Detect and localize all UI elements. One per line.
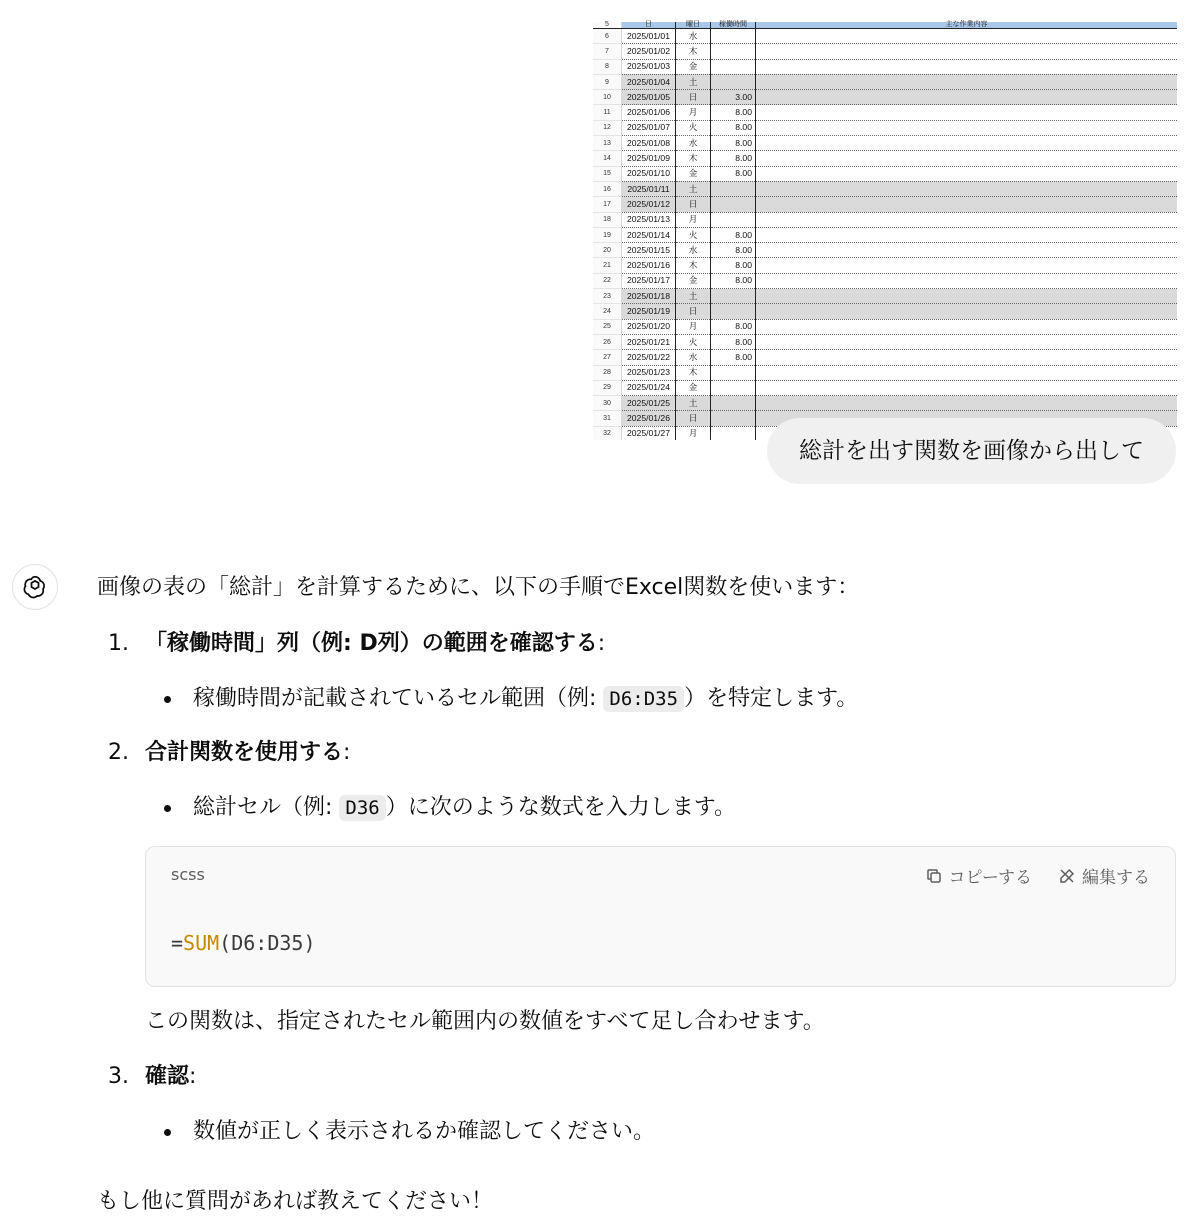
table-row	[593, 227, 1177, 242]
row-number: 25	[593, 319, 622, 334]
hours-cell: 8.00	[711, 227, 756, 242]
weekday-cell: 日	[676, 197, 711, 212]
code-content	[171, 931, 316, 955]
weekday-cell: 月	[676, 426, 711, 440]
code-block	[145, 846, 1176, 987]
hours-cell	[711, 29, 756, 44]
hours-cell: 8.00	[711, 319, 756, 334]
table-row	[593, 212, 1177, 227]
weekday-cell: 木	[676, 258, 711, 273]
weekday-cell: 金	[676, 166, 711, 181]
date-cell: 2025/01/14	[622, 227, 676, 242]
table-row	[593, 197, 1177, 212]
header-hours: 稼働時間	[711, 22, 756, 29]
date-cell: 2025/01/27	[622, 426, 676, 440]
weekday-cell: 土	[676, 289, 711, 304]
weekday-cell: 水	[676, 136, 711, 151]
header-date: 日	[622, 22, 676, 29]
hours-cell	[711, 289, 756, 304]
row-number: 16	[593, 181, 622, 196]
row-number: 11	[593, 105, 622, 120]
assistant-avatar	[12, 564, 58, 610]
step-3-colon: :	[189, 1064, 197, 1089]
work-cell	[756, 74, 1178, 89]
table-row	[593, 105, 1177, 120]
table-row	[593, 273, 1177, 288]
date-cell: 2025/01/13	[622, 212, 676, 227]
date-cell: 2025/01/26	[622, 411, 676, 426]
date-cell: 2025/01/20	[622, 319, 676, 334]
weekday-cell: 火	[676, 120, 711, 135]
hours-cell	[711, 74, 756, 89]
step-3-title: 確認	[145, 1064, 190, 1089]
row-number: 20	[593, 243, 622, 258]
attached-spreadsheet-image[interactable]	[593, 21, 1177, 438]
date-cell: 2025/01/05	[622, 90, 676, 105]
table-row	[593, 396, 1177, 411]
timesheet-table	[593, 22, 1177, 440]
work-cell	[756, 59, 1178, 74]
work-cell	[756, 289, 1178, 304]
table-row	[593, 44, 1177, 59]
row-number: 14	[593, 151, 622, 166]
row-number: 29	[593, 380, 622, 395]
weekday-cell: 火	[676, 334, 711, 349]
date-cell: 2025/01/21	[622, 334, 676, 349]
work-cell	[756, 273, 1178, 288]
hours-cell	[711, 365, 756, 380]
bullet-dot	[164, 696, 171, 703]
weekday-cell: 金	[676, 59, 711, 74]
hours-cell: 8.00	[711, 151, 756, 166]
step-2-bullet-text-end: ）に次のような数式を入力します。	[385, 795, 736, 820]
row-number: 13	[593, 136, 622, 151]
weekday-cell: 日	[676, 411, 711, 426]
hours-cell	[711, 304, 756, 319]
weekday-cell: 木	[676, 365, 711, 380]
row-number: 24	[593, 304, 622, 319]
step-2-explanation: この関数は、指定されたセル範囲内の数値をすべて足し合わせます。	[145, 1009, 825, 1034]
date-cell: 2025/01/11	[622, 181, 676, 196]
weekday-cell: 土	[676, 74, 711, 89]
work-cell	[756, 350, 1178, 365]
table-row	[593, 29, 1177, 44]
date-cell: 2025/01/15	[622, 243, 676, 258]
hours-cell	[711, 197, 756, 212]
weekday-cell: 木	[676, 44, 711, 59]
weekday-cell: 木	[676, 151, 711, 166]
step-1-number: 1.	[108, 631, 129, 656]
work-cell	[756, 181, 1178, 196]
step-1-heading	[145, 628, 605, 660]
row-number: 8	[593, 59, 622, 74]
code-function-name: SUM	[183, 931, 220, 955]
step-3-bullet: 数値が正しく表示されるか確認してください。	[193, 1119, 656, 1144]
date-cell: 2025/01/09	[622, 151, 676, 166]
inline-code-cell: D36	[339, 795, 385, 821]
hours-cell	[711, 44, 756, 59]
step-2-bullet	[193, 792, 736, 824]
bullet-dot	[164, 1129, 171, 1136]
row-number: 9	[593, 74, 622, 89]
weekday-cell: 土	[676, 396, 711, 411]
work-cell	[756, 212, 1178, 227]
table-row	[593, 181, 1177, 196]
step-2-number: 2.	[108, 740, 129, 765]
date-cell: 2025/01/12	[622, 197, 676, 212]
hours-cell: 3.00	[711, 90, 756, 105]
work-cell	[756, 396, 1178, 411]
work-cell	[756, 365, 1178, 380]
weekday-cell: 金	[676, 380, 711, 395]
date-cell: 2025/01/06	[622, 105, 676, 120]
edit-icon	[1058, 867, 1076, 885]
edit-label: 編集する	[1082, 868, 1150, 888]
table-row	[593, 334, 1177, 349]
copy-label: コピーする	[948, 868, 1032, 888]
hours-cell	[711, 396, 756, 411]
row-number: 23	[593, 289, 622, 304]
hours-cell: 8.00	[711, 334, 756, 349]
assistant-closing-text: もし他に質問があれば教えてください！	[97, 1189, 494, 1214]
date-cell: 2025/01/18	[622, 289, 676, 304]
weekday-cell: 火	[676, 227, 711, 242]
edit-code-button[interactable]	[1058, 863, 1150, 888]
hours-cell	[711, 380, 756, 395]
step-1-bullet-text: 稼働時間が記載されているセル範囲（例:	[193, 686, 604, 711]
step-1-colon: :	[597, 631, 606, 656]
row-number: 32	[593, 426, 622, 440]
date-cell: 2025/01/07	[622, 120, 676, 135]
row-number: 17	[593, 197, 622, 212]
row-number: 5	[593, 22, 622, 29]
row-number: 7	[593, 44, 622, 59]
step-2-colon: :	[343, 740, 351, 765]
work-cell	[756, 166, 1178, 181]
hours-cell	[711, 59, 756, 74]
row-number: 12	[593, 120, 622, 135]
row-number: 21	[593, 258, 622, 273]
step-1-title: 「稼働時間」列（例: D列）の範囲を確認する	[145, 631, 598, 656]
row-number: 15	[593, 166, 622, 181]
step-1-bullet	[193, 683, 858, 715]
date-cell: 2025/01/19	[622, 304, 676, 319]
date-cell: 2025/01/01	[622, 29, 676, 44]
step-3-number: 3.	[108, 1064, 129, 1089]
date-cell: 2025/01/23	[622, 365, 676, 380]
hours-cell	[711, 426, 756, 440]
date-cell: 2025/01/02	[622, 44, 676, 59]
date-cell: 2025/01/03	[622, 59, 676, 74]
hours-cell: 8.00	[711, 243, 756, 258]
step-3-heading	[145, 1061, 196, 1093]
weekday-cell: 月	[676, 105, 711, 120]
hours-cell: 8.00	[711, 258, 756, 273]
table-row	[593, 120, 1177, 135]
code-arguments: (D6:D35)	[219, 931, 316, 955]
inline-code-range: D6:D35	[603, 686, 684, 712]
table-row	[593, 59, 1177, 74]
table-row	[593, 166, 1177, 181]
work-cell	[756, 380, 1178, 395]
openai-logo-icon	[21, 573, 49, 601]
work-cell	[756, 319, 1178, 334]
date-cell: 2025/01/04	[622, 74, 676, 89]
code-language-label: scss	[171, 865, 205, 884]
hours-cell	[711, 181, 756, 196]
row-number: 31	[593, 411, 622, 426]
hours-cell: 8.00	[711, 273, 756, 288]
row-number: 6	[593, 29, 622, 44]
hours-cell: 8.00	[711, 350, 756, 365]
weekday-cell: 水	[676, 29, 711, 44]
table-row	[593, 136, 1177, 151]
weekday-cell: 日	[676, 304, 711, 319]
date-cell: 2025/01/22	[622, 350, 676, 365]
hours-cell	[711, 411, 756, 426]
table-row	[593, 319, 1177, 334]
table-row	[593, 350, 1177, 365]
table-row	[593, 289, 1177, 304]
weekday-cell: 月	[676, 319, 711, 334]
date-cell: 2025/01/16	[622, 258, 676, 273]
row-number: 19	[593, 227, 622, 242]
work-cell	[756, 151, 1178, 166]
work-cell	[756, 29, 1178, 44]
table-row	[593, 90, 1177, 105]
step-2-title: 合計関数を使用する	[145, 740, 344, 765]
weekday-cell: 月	[676, 212, 711, 227]
weekday-cell: 日	[676, 90, 711, 105]
table-row	[593, 380, 1177, 395]
date-cell: 2025/01/24	[622, 380, 676, 395]
code-actions	[925, 863, 1150, 888]
work-cell	[756, 105, 1178, 120]
weekday-cell: 水	[676, 350, 711, 365]
copy-icon	[925, 867, 943, 885]
header-weekday: 曜日	[676, 22, 711, 29]
work-cell	[756, 90, 1178, 105]
work-cell	[756, 334, 1178, 349]
table-row	[593, 151, 1177, 166]
user-message-bubble: 総計を出す関数を画像から出して	[767, 418, 1176, 484]
weekday-cell: 土	[676, 181, 711, 196]
work-cell	[756, 304, 1178, 319]
hours-cell: 8.00	[711, 136, 756, 151]
work-cell	[756, 120, 1178, 135]
table-row	[593, 365, 1177, 380]
weekday-cell: 金	[676, 273, 711, 288]
row-number: 10	[593, 90, 622, 105]
table-row	[593, 258, 1177, 273]
table-row	[593, 243, 1177, 258]
date-cell: 2025/01/25	[622, 396, 676, 411]
row-number: 26	[593, 334, 622, 349]
table-row	[593, 304, 1177, 319]
assistant-intro-text: 画像の表の「総計」を計算するために、以下の手順でExcel関数を使います：	[97, 575, 860, 600]
work-cell	[756, 44, 1178, 59]
table-row	[593, 74, 1177, 89]
row-number: 27	[593, 350, 622, 365]
step-2-heading	[145, 737, 350, 769]
hours-cell: 8.00	[711, 166, 756, 181]
date-cell: 2025/01/17	[622, 273, 676, 288]
date-cell: 2025/01/08	[622, 136, 676, 151]
hours-cell: 8.00	[711, 120, 756, 135]
header-work: 主な作業内容	[756, 22, 1178, 29]
row-number: 30	[593, 396, 622, 411]
hours-cell: 8.00	[711, 105, 756, 120]
weekday-cell: 水	[676, 243, 711, 258]
bullet-dot	[164, 805, 171, 812]
row-number: 28	[593, 365, 622, 380]
work-cell	[756, 243, 1178, 258]
hours-cell	[711, 212, 756, 227]
work-cell	[756, 197, 1178, 212]
date-cell: 2025/01/10	[622, 166, 676, 181]
work-cell	[756, 258, 1178, 273]
step-1-bullet-text-end: ）を特定します。	[684, 686, 859, 711]
step-2-bullet-text: 総計セル（例:	[193, 795, 340, 820]
work-cell	[756, 227, 1178, 242]
row-number: 18	[593, 212, 622, 227]
code-prefix: =	[171, 931, 184, 955]
copy-code-button[interactable]	[925, 863, 1032, 888]
row-number: 22	[593, 273, 622, 288]
work-cell	[756, 136, 1178, 151]
